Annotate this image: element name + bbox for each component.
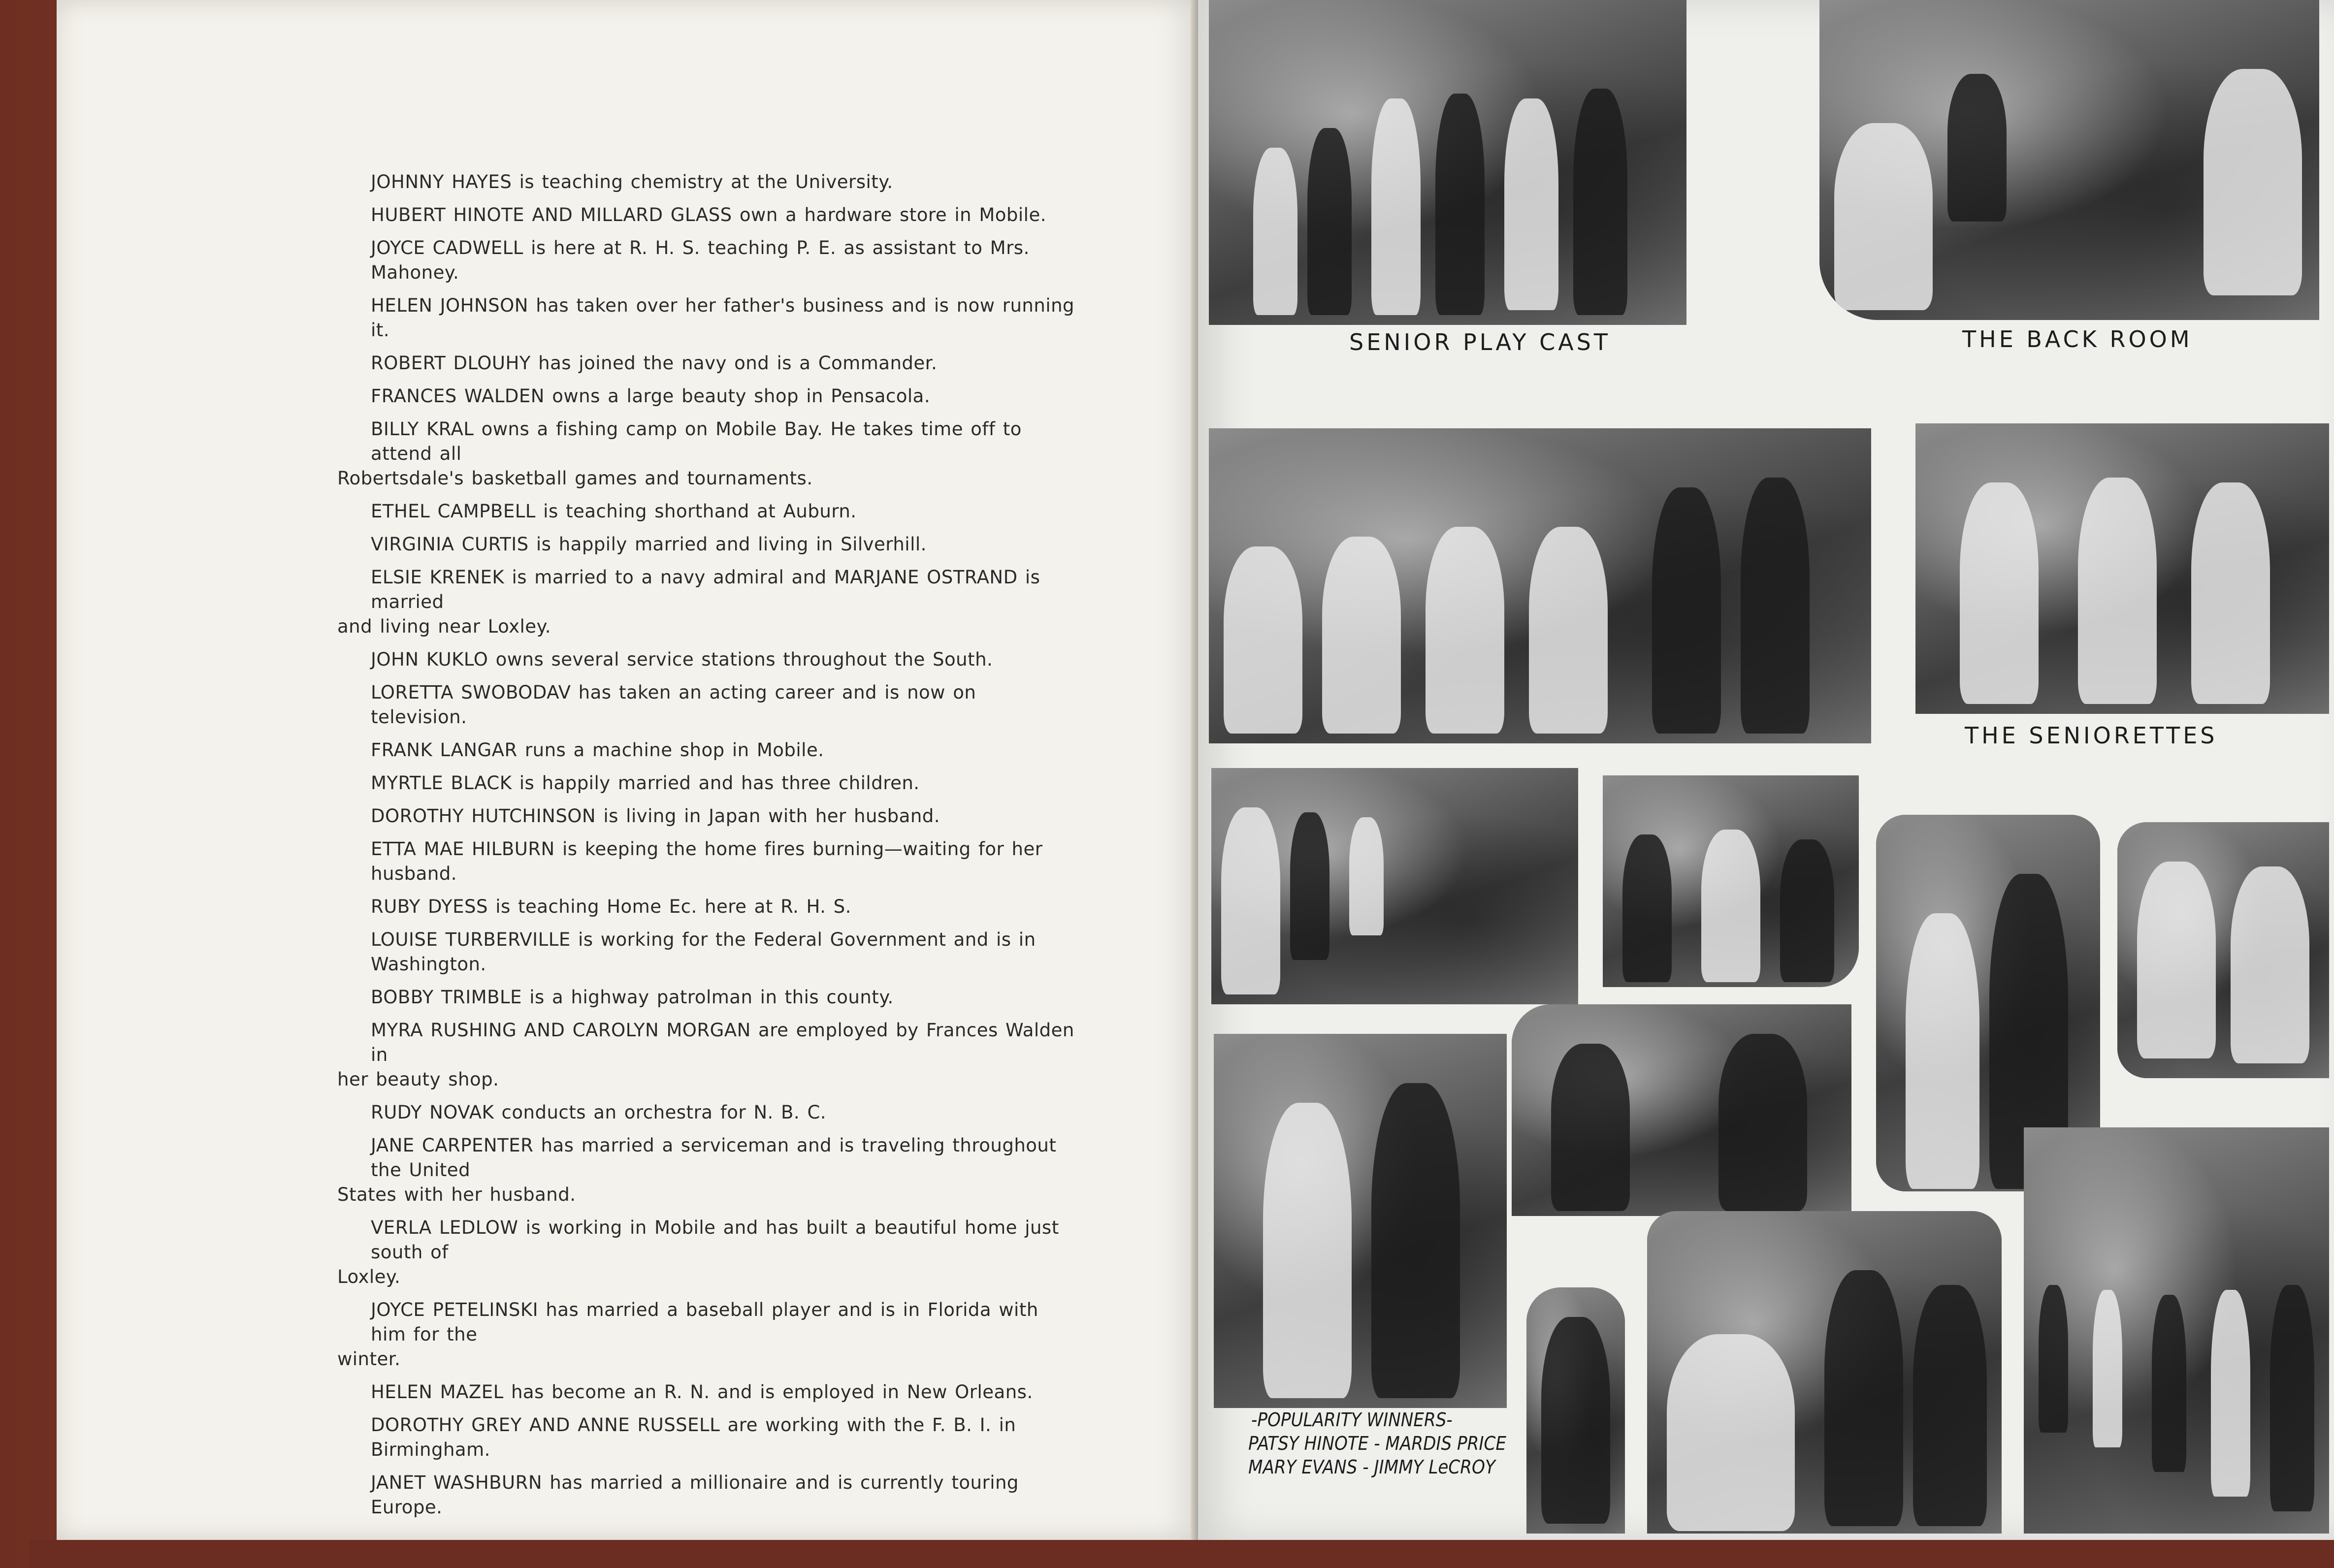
prophecy-entry	[337, 1216, 1076, 1289]
entry-line: DOROTHY HUTCHINSON is living in Japan with her husband.	[371, 805, 940, 827]
prophecy-entry	[337, 1100, 1076, 1125]
cover-bottom-edge	[30, 1540, 2334, 1568]
entry-line: JANE CARPENTER has married a serviceman and is traveling throughout the United	[371, 1135, 1057, 1181]
entry-line: FRANK LANGAR runs a machine shop in Mobile.	[371, 739, 824, 761]
entry-line: MYRA RUSHING AND CAROLYN MORGAN are employed by Frances Walden in	[371, 1020, 1074, 1065]
entry-line-continued: States with her husband.	[337, 1184, 576, 1205]
entry-line: VIRGINIA CURTIS is happily married and living in Silverhill.	[371, 534, 927, 555]
entry-line-continued: Robertsdale's basketball games and tournaments.	[337, 468, 813, 489]
entry-line: RUBY DYESS is teaching Home Ec. here at R. H. S.	[371, 896, 851, 917]
prophecy-entry	[337, 384, 1076, 409]
photo-crowd-hug	[1647, 1211, 2002, 1534]
entry-line: DOROTHY GREY AND ANNE RUSSELL are working with the F. B. I. in Birmingham.	[371, 1414, 1016, 1460]
prophecy-entry	[337, 1380, 1076, 1405]
left-page	[57, 0, 1198, 1540]
prophecy-entry	[337, 895, 1076, 919]
prophecy-entry	[337, 1413, 1076, 1462]
prophecy-entry	[337, 293, 1076, 343]
entry-line: HELEN JOHNSON has taken over her father's business and is now running it.	[371, 295, 1075, 341]
photo-seniorettes	[1915, 423, 2329, 714]
entry-line: JOYCE CADWELL is here at R. H. S. teaching P. E. as assistant to Mrs. Mahoney.	[371, 237, 1030, 283]
entry-line: JOYCE PETELINSKI has married a baseball player and is in Florida with him for the	[371, 1299, 1038, 1345]
entry-line: BILLY KRAL owns a fishing camp on Mobile Bay. He takes time off to attend all	[371, 418, 1022, 464]
photo-graduates-seated	[1209, 428, 1871, 743]
prophecy-entry	[337, 417, 1076, 491]
popularity-line-2: MARY EVANS - JIMMY LeCROY	[1248, 1456, 1495, 1478]
photo-graduation-line	[2024, 1127, 2329, 1534]
prophecy-entry	[337, 928, 1076, 977]
photo-girls-group	[2117, 822, 2329, 1078]
prophecy-entry	[337, 236, 1076, 285]
entry-line: JOHNNY HAYES is teaching chemistry at the University.	[371, 171, 893, 192]
entry-line: LORETTA SWOBODAV has taken an acting career and is now on television.	[371, 682, 976, 728]
photo-back-room	[1819, 0, 2319, 320]
class-prophecy-text	[337, 170, 1076, 1528]
prophecy-entry	[337, 1018, 1076, 1092]
entry-line: JOHN KUKLO owns several service stations throughout the South.	[371, 649, 993, 670]
prophecy-entry	[337, 1471, 1076, 1520]
popularity-heading: -POPULARITY WINNERS-	[1251, 1409, 1453, 1431]
caption-seniorettes: THE SENIORETTES	[1965, 722, 2218, 749]
prophecy-entry	[337, 771, 1076, 796]
caption-senior-play-cast: SENIOR PLAY CAST	[1349, 329, 1611, 355]
entry-line: ETHEL CAMPBELL is teaching shorthand at Auburn.	[371, 501, 857, 522]
photo-graduates-caps	[1512, 1004, 1851, 1216]
photo-popularity-winners	[1214, 1034, 1507, 1408]
entry-line: ETTA MAE HILBURN is keeping the home fires burning—waiting for her husband.	[371, 838, 1043, 884]
prophecy-entry	[337, 738, 1076, 763]
prophecy-entry	[337, 170, 1076, 194]
prophecy-entry	[337, 203, 1076, 227]
entry-line: RUDY NOVAK conducts an orchestra for N. B. C.	[371, 1102, 827, 1123]
entry-line: VERLA LEDLOW is working in Mobile and has built a beautiful home just south of	[371, 1217, 1059, 1263]
photo-students-window	[1603, 775, 1859, 987]
entry-line: FRANCES WALDEN owns a large beauty shop in Pensacola.	[371, 385, 931, 407]
entry-line: ROBERT DLOUHY has joined the navy ond is a Commander.	[371, 352, 938, 374]
prophecy-entry	[337, 1133, 1076, 1207]
entry-line: ELSIE KRENEK is married to a navy admiral and MARJANE OSTRAND is married	[371, 567, 1040, 612]
entry-line-continued: Loxley.	[337, 1266, 401, 1287]
entry-line: HUBERT HINOTE AND MILLARD GLASS own a hardware store in Mobile.	[371, 204, 1046, 225]
prophecy-entry	[337, 804, 1076, 829]
popularity-winners-caption	[1248, 1408, 1506, 1479]
photo-graduate-portrait	[1526, 1287, 1625, 1534]
entry-line: LOUISE TURBERVILLE is working for the Federal Government and is in Washington.	[371, 929, 1036, 975]
entry-line: BOBBY TRIMBLE is a highway patrolman in this county.	[371, 987, 894, 1008]
photo-senior-play-cast	[1209, 0, 1686, 325]
prophecy-entry	[337, 985, 1076, 1010]
entry-line: JANET WASHBURN has married a millionaire and is currently touring Europe.	[371, 1472, 1019, 1518]
photo-procession	[1211, 768, 1578, 1004]
entry-line-continued: and living near Loxley.	[337, 616, 551, 637]
prophecy-entry	[337, 565, 1076, 639]
entry-line-continued: her beauty shop.	[337, 1069, 499, 1090]
prophecy-entry	[337, 647, 1076, 672]
prophecy-entry	[337, 1298, 1076, 1372]
prophecy-entry	[337, 837, 1076, 886]
prophecy-entry	[337, 532, 1076, 557]
prophecy-entry	[337, 351, 1076, 376]
prophecy-entry	[337, 680, 1076, 730]
entry-line: MYRTLE BLACK is happily married and has three children.	[371, 772, 920, 794]
entry-line: HELEN MAZEL has become an R. N. and is employed in New Orleans.	[371, 1381, 1033, 1403]
prophecy-entry	[337, 499, 1076, 524]
caption-back-room: THE BACK ROOM	[1962, 326, 2193, 352]
entry-line-continued: winter.	[337, 1348, 401, 1370]
popularity-line-1: PATSY HINOTE - MARDIS PRICE	[1248, 1433, 1506, 1454]
